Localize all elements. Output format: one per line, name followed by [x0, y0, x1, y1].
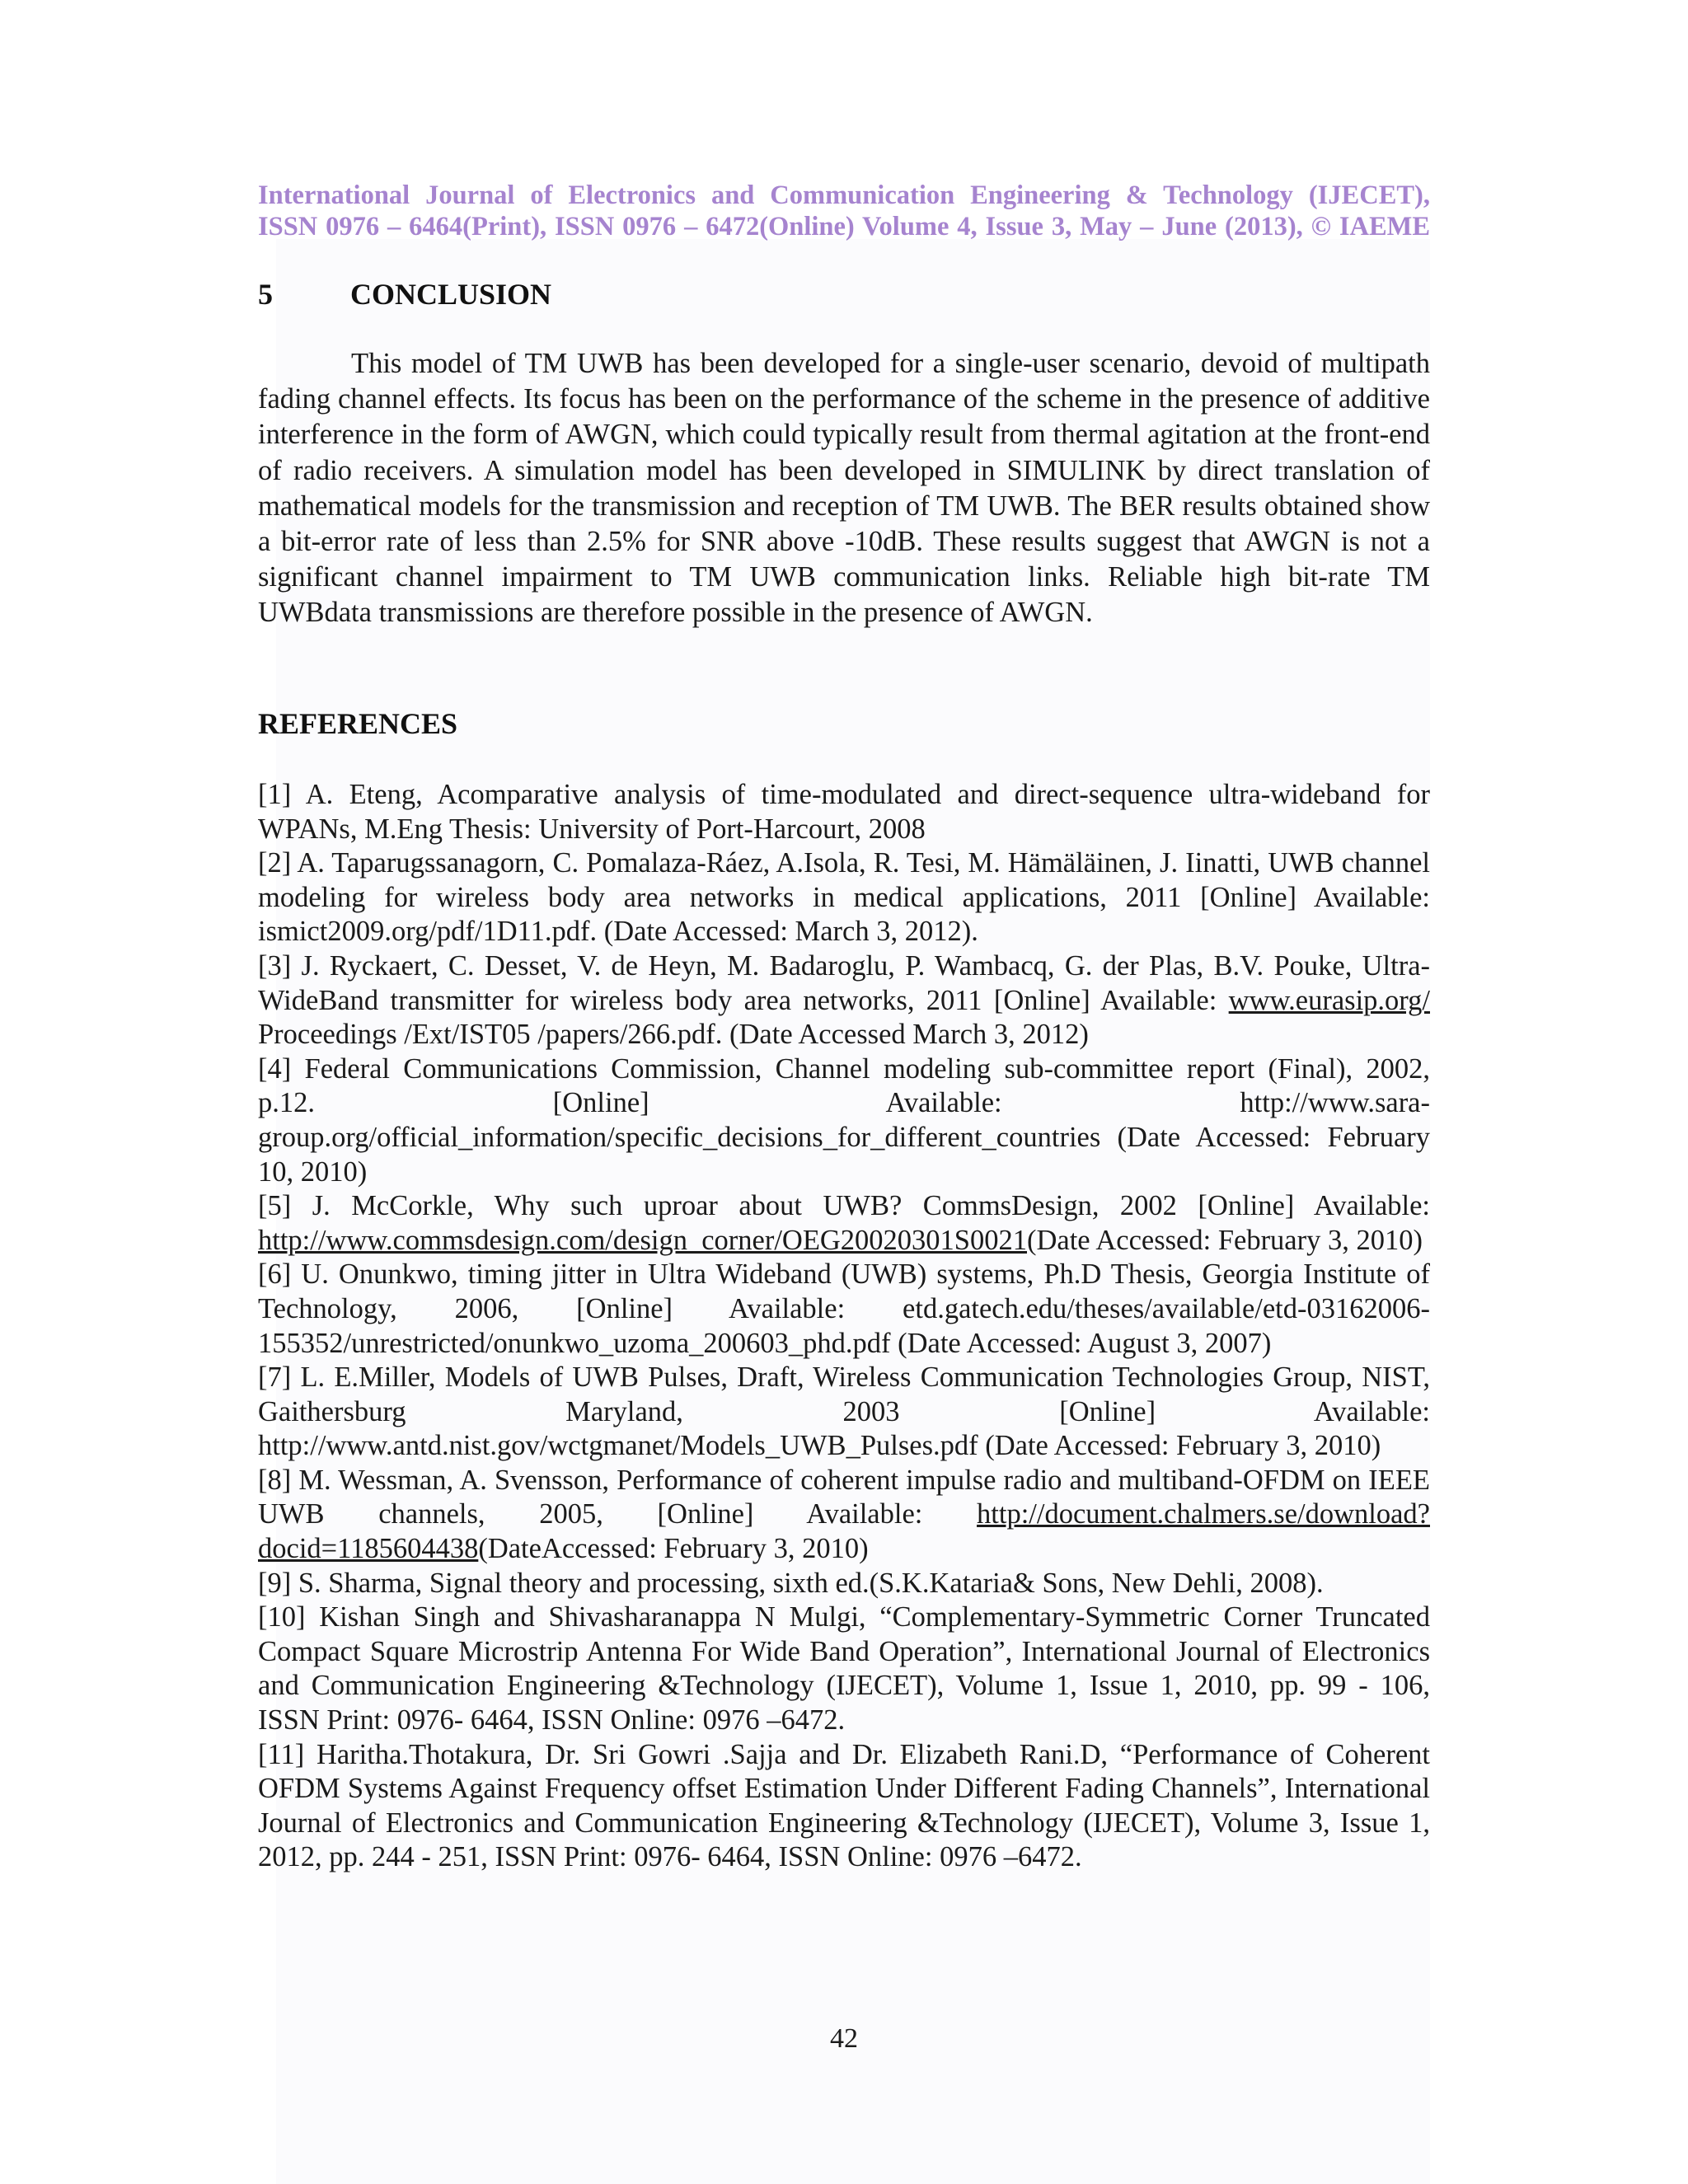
reference-item-2 — [258, 846, 1430, 949]
journal-header-line-2: ISSN 0976 – 6464(Print), ISSN 0976 – 6472(Online) Volume 4, Issue 3, May – June (2013), © IAEME — [258, 212, 1430, 241]
reference-text: [7] L. E.Miller, Models of UWB Pulses, Draft, Wireless Communication Technologies Group, NIST, Gaithersburg Maryland, 2003 [Online] Available: http://www.antd.nist.gov/wctgmanet/Models_UWB_Pulses.pdf (Date Accessed: February 3, 2010) — [258, 1361, 1430, 1462]
reference-text: [4] Federal Communications Commission, Channel modeling sub-committee report (Final), 2002, p.12. [Online] Available: http://www.sara-group.org/official_information/specific_decisions_for_different_countries (Date Accessed: February 10, 2010) — [258, 1052, 1430, 1188]
reference-text: [2] A. Taparugssanagorn, C. Pomalaza-Ráez, A.Isola, R. Tesi, M. Hämäläinen, J. Iinatti, UWB channel modeling for wireless body area networks in medical applications, 2011 [Online] Available: ismict2009.org/pdf/1D11.pdf. (Date Accessed: March 3, 2012). — [258, 847, 1430, 948]
reference-text: [11] Haritha.Thotakura, Dr. Sri Gowri .Sajja and Dr. Elizabeth Rani.D, “Performance of Coherent OFDM Systems Against Frequency offset Estimation Under Different Fading Channels”, International Journal of Electronics and Communication Engineering &Technology (IJECET), Volume 3, Issue 1, 2012, pp. 244 - 251, ISSN Print: 0976- 6464, ISSN Online: 0976 –6472. — [258, 1738, 1430, 1873]
reference-text: [3] J. Ryckaert, C. Desset, V. de Heyn, M. Badaroglu, P. Wambacq, G. der Plas, B.V. Pouke, Ultra-WideBand transmitter for wireless body area networks, 2011 [Online] Available: — [258, 949, 1430, 1016]
reference-link[interactable]: www.eurasip.org/ — [1228, 984, 1430, 1016]
conclusion-paragraph: This model of TM UWB has been developed for a single-user scenario, devoid of multipath fading channel effects. Its focus has been on the performance of the scheme in the presence of additive interference in the form of AWGN, which could typically result from thermal agitation at the front-end of radio receivers. A simulation model has been developed in SIMULINK by direct translation of mathematical models for the transmission and reception of TM UWB. The BER results obtained show a bit-error rate of less than 2.5% for SNR above -10dB. These results suggest that AWGN is not a significant channel impairment to TM UWB communication links. Reliable high bit-rate TM UWBdata transmissions are therefore possible in the presence of AWGN. — [258, 348, 1430, 629]
reference-text-tail: (Date Accessed: February 3, 2010) — [1027, 1224, 1423, 1256]
reference-item-10 — [258, 1601, 1430, 1737]
page-number: 42 — [830, 2023, 858, 2054]
section-number: 5 — [258, 278, 273, 311]
reference-text: [9] S. Sharma, Signal theory and processing, sixth ed.(S.K.Kataria& Sons, New Dehli, 2008). — [258, 1567, 1324, 1599]
reference-link[interactable]: http://document.chalmers.se/download?docid=1185604438 — [258, 1498, 1430, 1565]
reference-text: [1] A. Eteng, Acomparative analysis of time-modulated and direct-sequence ultra-wideband for WPANs, M.Eng Thesis: University of Port-Harcourt, 2008 — [258, 779, 1430, 845]
references-list — [258, 778, 1430, 1875]
reference-text: [8] M. Wessman, A. Svensson, Performance of coherent impulse radio and multiband-OFDM on IEEE UWB channels, 2005, [Online] Available: — [258, 1464, 1430, 1530]
reference-item-9 — [258, 1567, 1430, 1601]
reference-link[interactable]: http://www.commsdesign.com/design_corner/OEG20020301S0021 — [258, 1224, 1027, 1256]
reference-text: [5] J. McCorkle, Why such uproar about UWB? CommsDesign, 2002 [Online] Available: — [258, 1190, 1430, 1222]
reference-item-4 — [258, 1052, 1430, 1189]
journal-header-line-1: International Journal of Electronics and Communication Engineering & Technology (IJECET), — [258, 180, 1430, 210]
references-heading: REFERENCES — [258, 707, 458, 740]
reference-item-6 — [258, 1258, 1430, 1361]
conclusion-heading — [258, 278, 551, 311]
reference-text-tail: (DateAccessed: February 3, 2010) — [478, 1533, 869, 1565]
reference-text-tail: Proceedings /Ext/IST05 /papers/266.pdf. (Date Accessed March 3, 2012) — [258, 1019, 1089, 1051]
section-title: CONCLUSION — [350, 278, 552, 311]
journal-header — [258, 180, 1430, 242]
reference-item-11 — [258, 1738, 1430, 1875]
reference-item-7 — [258, 1361, 1430, 1464]
reference-text: [6] U. Onunkwo, timing jitter in Ultra Wideband (UWB) systems, Ph.D Thesis, Georgia Institute of Technology, 2006, [Online] Available: etd.gatech.edu/theses/available/etd-03162006-155352/unrestricted/onunkwo_uzoma_200603_phd.pdf (Date Accessed: August 3, 2007) — [258, 1258, 1430, 1359]
reference-item-3 — [258, 949, 1430, 1052]
reference-text: [10] Kishan Singh and Shivasharanappa N Mulgi, “Complementary-Symmetric Corner Truncated Compact Square Microstrip Antenna For Wide Band Operation”, International Journal of Electronics and Communication Engineering &Technology (IJECET), Volume 1, Issue 1, 2010, pp. 99 - 106, ISSN Print: 0976- 6464, ISSN Online: 0976 –6472. — [258, 1601, 1430, 1736]
reference-item-5 — [258, 1189, 1430, 1258]
reference-item-8 — [258, 1464, 1430, 1567]
reference-item-1 — [258, 778, 1430, 846]
